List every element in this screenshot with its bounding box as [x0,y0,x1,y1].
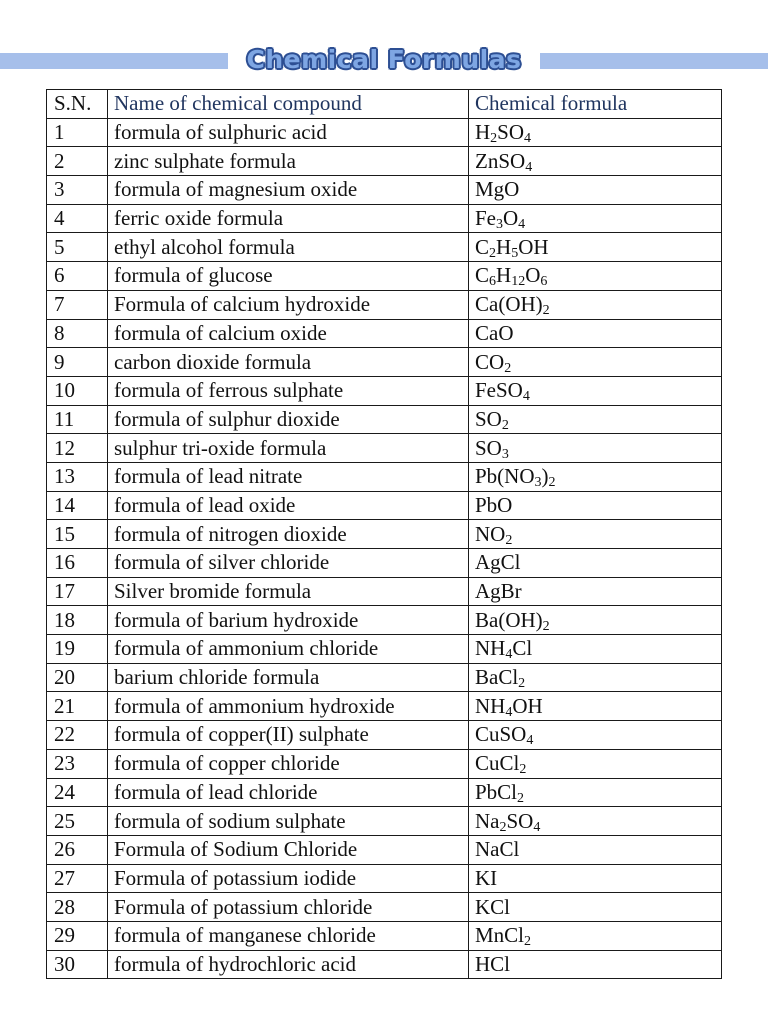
cell-chemical-formula [469,721,722,750]
formula-text: PbO [475,492,513,517]
cell-compound-name: formula of nitrogen dioxide [108,520,469,549]
cell-sn: 11 [47,405,108,434]
formula-text: NaCl [475,837,520,862]
cell-chemical-formula [469,950,722,979]
table-row [47,462,722,491]
cell-chemical-formula [469,835,722,864]
formula-text: NH [475,636,506,661]
formula-subscript: 12 [511,274,526,290]
cell-chemical-formula [469,204,722,233]
formula-text: H [475,120,491,145]
table-row [47,749,722,778]
formula-text: FeSO [475,378,523,403]
formula-subscript: 2 [517,790,525,806]
table-row [47,606,722,635]
cell-sn: 7 [47,290,108,319]
formula-text: MnCl [475,923,525,948]
cell-chemical-formula [469,635,722,664]
formula-subscript: 6 [540,274,548,290]
formula-subscript: 4 [505,704,513,720]
cell-chemical-formula [469,176,722,205]
cell-chemical-formula [469,778,722,807]
cell-sn: 13 [47,462,108,491]
cell-sn: 14 [47,491,108,520]
table-row [47,692,722,721]
cell-compound-name: Formula of potassium chloride [108,893,469,922]
cell-chemical-formula [469,864,722,893]
cell-sn: 20 [47,663,108,692]
cell-chemical-formula [469,663,722,692]
cell-chemical-formula [469,348,722,377]
cell-compound-name: formula of silver chloride [108,549,469,578]
cell-compound-name: formula of lead oxide [108,491,469,520]
cell-compound-name: formula of ammonium chloride [108,635,469,664]
cell-chemical-formula [469,577,722,606]
cell-chemical-formula [469,520,722,549]
formula-text: KCl [475,894,511,919]
header-compound-name: Name of chemical compound [108,90,469,119]
cell-chemical-formula [469,376,722,405]
formula-subscript: 3 [501,446,509,462]
title-banner [0,44,768,76]
cell-compound-name: carbon dioxide formula [108,348,469,377]
table-row [47,778,722,807]
formula-text: CaO [475,320,514,345]
cell-compound-name: formula of copper chloride [108,749,469,778]
formula-text: CuSO [475,722,527,747]
table-row [47,950,722,979]
formula-subscript: 4 [526,733,534,749]
table-row [47,262,722,291]
formula-text: Pb(NO [475,464,535,489]
cell-sn: 23 [47,749,108,778]
formula-text: OH [512,693,543,718]
table-row [47,893,722,922]
formula-text: CuCl [475,751,520,776]
table-header-row [47,90,722,119]
formula-text: OH [518,234,549,259]
cell-sn: 28 [47,893,108,922]
formula-subscript: 2 [524,934,532,950]
formula-subscript: 4 [533,819,541,835]
formula-text: SO [506,808,534,833]
cell-compound-name: formula of magnesium oxide [108,176,469,205]
formula-text: NH [475,693,506,718]
table-row [47,577,722,606]
table-row [47,491,722,520]
table-row [47,233,722,262]
cell-sn: 15 [47,520,108,549]
cell-sn: 26 [47,835,108,864]
cell-sn: 21 [47,692,108,721]
table-row [47,290,722,319]
formula-subscript: 4 [522,389,530,405]
formula-subscript: 3 [534,475,542,491]
cell-chemical-formula [469,921,722,950]
cell-compound-name: formula of ferrous sulphate [108,376,469,405]
formula-subscript: 4 [524,131,532,147]
table-row [47,520,722,549]
cell-compound-name: Silver bromide formula [108,577,469,606]
formula-text: BaCl [475,665,519,690]
formula-text: NO [475,521,506,546]
formula-subscript: 2 [490,131,498,147]
table-body [47,118,722,979]
cell-compound-name: formula of sulphur dioxide [108,405,469,434]
formula-subscript: 2 [542,303,550,319]
formula-text: C [475,263,490,288]
cell-sn: 29 [47,921,108,950]
formula-subscript: 4 [518,217,526,233]
cell-chemical-formula [469,118,722,147]
formula-subscript: 3 [496,217,503,233]
cell-compound-name: formula of barium hydroxide [108,606,469,635]
formula-text: Fe [475,206,496,231]
table-row [47,176,722,205]
cell-sn: 3 [47,176,108,205]
table-row [47,147,722,176]
cell-chemical-formula [469,606,722,635]
cell-sn: 18 [47,606,108,635]
page-title: Chemical Formulas [246,45,522,74]
cell-chemical-formula [469,807,722,836]
cell-chemical-formula [469,749,722,778]
formula-text: KI [475,865,498,890]
formula-text: ZnSO [475,148,526,173]
cell-sn: 24 [47,778,108,807]
cell-chemical-formula [469,319,722,348]
formula-text: ) [541,464,549,489]
banner-bar-right [540,53,768,69]
cell-compound-name: sulphur tri-oxide formula [108,434,469,463]
formula-subscript: 2 [489,245,497,261]
formula-table [46,89,722,979]
table-row [47,663,722,692]
table-row [47,635,722,664]
cell-chemical-formula [469,434,722,463]
formula-text: O [525,263,541,288]
table-row [47,348,722,377]
formula-subscript: 6 [489,274,497,290]
formula-subscript: 2 [519,762,527,778]
formula-text: H [496,263,512,288]
formula-subscript: 2 [499,819,507,835]
cell-sn: 6 [47,262,108,291]
formula-text: SO [497,120,525,145]
cell-sn: 2 [47,147,108,176]
cell-sn: 9 [47,348,108,377]
formula-text: Ba(OH) [475,607,543,632]
cell-compound-name: formula of manganese chloride [108,921,469,950]
cell-sn: 10 [47,376,108,405]
cell-sn: 12 [47,434,108,463]
formula-subscript: 2 [548,475,556,491]
formula-subscript: 2 [504,360,512,376]
table-row [47,376,722,405]
formula-text: SO [475,406,502,431]
formula-subscript: 5 [511,245,519,261]
table-row [47,835,722,864]
formula-text: MgO [475,177,520,202]
formula-text: AgCl [475,550,521,575]
table-row [47,319,722,348]
cell-chemical-formula [469,692,722,721]
table-row [47,405,722,434]
table-row [47,434,722,463]
table-row [47,721,722,750]
cell-sn: 22 [47,721,108,750]
formula-text: H [496,234,512,259]
formula-text: Na [475,808,500,833]
table-row [47,204,722,233]
formula-text: AgBr [475,579,522,604]
formula-text: PbCl [475,779,518,804]
cell-chemical-formula [469,290,722,319]
cell-compound-name: formula of copper(II) sulphate [108,721,469,750]
cell-sn: 19 [47,635,108,664]
formula-text: CO [475,349,505,374]
cell-sn: 1 [47,118,108,147]
cell-compound-name: ethyl alcohol formula [108,233,469,262]
cell-sn: 8 [47,319,108,348]
cell-compound-name: barium chloride formula [108,663,469,692]
cell-compound-name: formula of lead chloride [108,778,469,807]
formula-subscript: 2 [505,532,513,548]
cell-chemical-formula [469,405,722,434]
header-sn: S.N. [47,90,108,119]
cell-chemical-formula [469,549,722,578]
cell-chemical-formula [469,491,722,520]
cell-compound-name: Formula of calcium hydroxide [108,290,469,319]
cell-compound-name: Formula of Sodium Chloride [108,835,469,864]
cell-chemical-formula [469,462,722,491]
header-chemical-formula: Chemical formula [469,90,722,119]
cell-chemical-formula [469,233,722,262]
cell-chemical-formula [469,262,722,291]
cell-compound-name: formula of sodium sulphate [108,807,469,836]
cell-compound-name: ferric oxide formula [108,204,469,233]
cell-compound-name: zinc sulphate formula [108,147,469,176]
formula-subscript: 4 [525,159,533,175]
cell-sn: 30 [47,950,108,979]
cell-sn: 25 [47,807,108,836]
table-row [47,864,722,893]
cell-compound-name: formula of glucose [108,262,469,291]
formula-subscript: 2 [518,676,526,692]
formula-text: Cl [512,636,533,661]
formula-subscript: 4 [505,647,513,663]
cell-sn: 17 [47,577,108,606]
banner-bar-left [0,53,228,69]
formula-text: HCl [475,951,511,976]
cell-sn: 16 [47,549,108,578]
formula-text: Ca(OH) [475,292,543,317]
formula-subscript: 2 [501,417,509,433]
table-row [47,807,722,836]
table-row [47,921,722,950]
cell-sn: 4 [47,204,108,233]
cell-compound-name: formula of ammonium hydroxide [108,692,469,721]
cell-compound-name: Formula of potassium iodide [108,864,469,893]
cell-compound-name: formula of sulphuric acid [108,118,469,147]
cell-sn: 5 [47,233,108,262]
formula-subscript: 2 [542,618,550,634]
cell-chemical-formula [469,893,722,922]
cell-compound-name: formula of lead nitrate [108,462,469,491]
cell-compound-name: formula of hydrochloric acid [108,950,469,979]
table-row [47,549,722,578]
cell-chemical-formula [469,147,722,176]
formula-text: SO [475,435,502,460]
formula-text: O [503,206,519,231]
table-row [47,118,722,147]
cell-sn: 27 [47,864,108,893]
cell-compound-name: formula of calcium oxide [108,319,469,348]
formula-text: C [475,234,490,259]
